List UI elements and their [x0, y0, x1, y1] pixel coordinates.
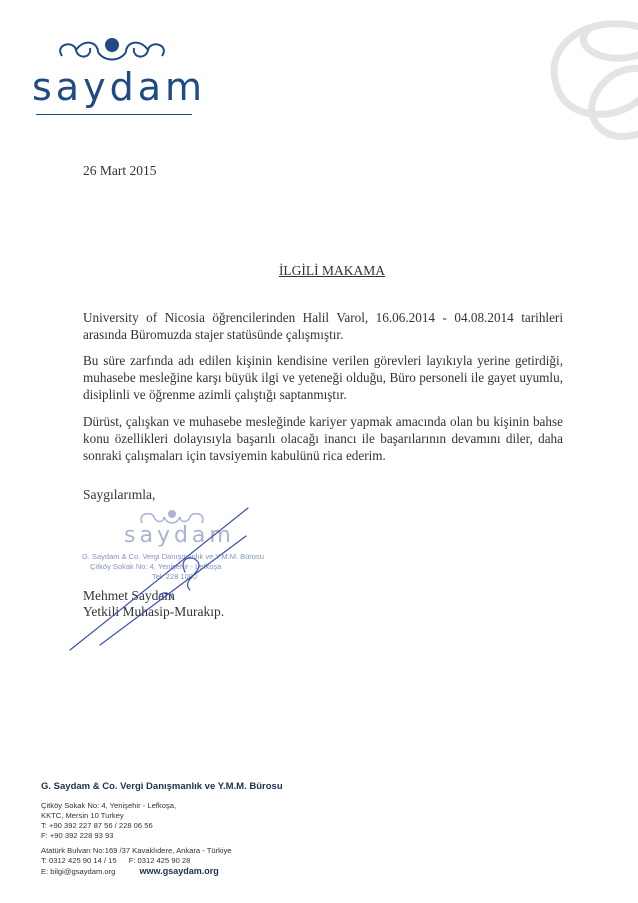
footer-address-line: Atatürk Bulvarı No:169 /37 Kavaklıdere, Ankara - Türkiye — [41, 846, 232, 855]
logo-wordmark: saydam — [32, 65, 206, 109]
company-logo — [32, 28, 206, 118]
footer-fax: F: 0312 425 90 28 — [128, 856, 191, 865]
footer-company-name: G. Saydam & Co. Vergi Danışmanlık ve Y.M.M. Bürosu — [41, 781, 283, 792]
watermark-ornament-icon — [498, 10, 638, 160]
footer-fax: F: +90 392 228 93 93 — [41, 831, 114, 840]
stamp-phone-line: Tel: 228 1000 — [152, 572, 198, 581]
letter-heading-text: İLGİLİ MAKAMA — [278, 263, 386, 278]
letter-heading — [0, 263, 638, 279]
footer-website[interactable]: www.gsaydam.org — [139, 866, 219, 876]
signatory-title: Yetkili Muhasip-Murakıp. — [83, 604, 225, 619]
stamp-wordmark: saydam — [124, 523, 235, 548]
body-paragraph: Bu süre zarfında adı edilen kişinin kendisine verilen görevleri layıkıyla yerine getirdiği, muhasebe mesleğine karşı büyük ilgi ve yeteneği olduğu, Büro personeli ile gayet uyumlu, disiplinli ve öğrenme azimli çalıştığı saptanmıştır. — [83, 353, 563, 402]
footer-phone: T: +90 392 227 87 56 / 228 06 56 — [41, 821, 153, 830]
footer-phone: T: 0312 425 90 14 / 15 — [41, 856, 117, 865]
logo-underline — [36, 114, 192, 115]
footer-email[interactable]: E: bilgi@gsaydam.org — [41, 867, 116, 876]
handwritten-signature — [60, 500, 260, 660]
footer-phone-fax-row — [41, 856, 441, 866]
stamp-company-line: G. Saydam & Co. Vergi Danışmanlık ve Y.M.M. Bürosu — [82, 552, 264, 561]
body-paragraph: Dürüst, çalışkan ve muhasebe mesleğinde kariyer yapmak amacında olan bu kişinin bahse konu özellikleri dolayısıyla başarılı olacağı inancı ile başarılarının devamını diler, daha sonraki çalışmaları için tavsiyemin kabulünü rica ederim. — [83, 414, 563, 463]
footer-address-line: Çitköy Sokak No: 4, Yenişehir - Lefkoşa, — [41, 801, 177, 810]
closing-salutation: Saygılarımla, — [83, 487, 156, 502]
footer-address-line: KKTC, Mersin 10 Turkey — [41, 811, 124, 820]
signatory-name: Mehmet Saydam — [83, 588, 175, 603]
footer-contact — [41, 781, 441, 877]
logo-ornament-icon — [32, 28, 192, 68]
body-paragraph: University of Nicosia öğrencilerinden Halil Varol, 16.06.2014 - 04.08.2014 tarihleri arasında Büromuzda stajer statüsünde çalışmıştır. — [83, 310, 563, 342]
footer-email-web-row — [41, 866, 441, 877]
letter-date: 26 Mart 2015 — [83, 163, 157, 178]
stamp-address-line: Çitköy Sokak No: 4, Yenişehir - Lefkoşa — [90, 562, 222, 571]
